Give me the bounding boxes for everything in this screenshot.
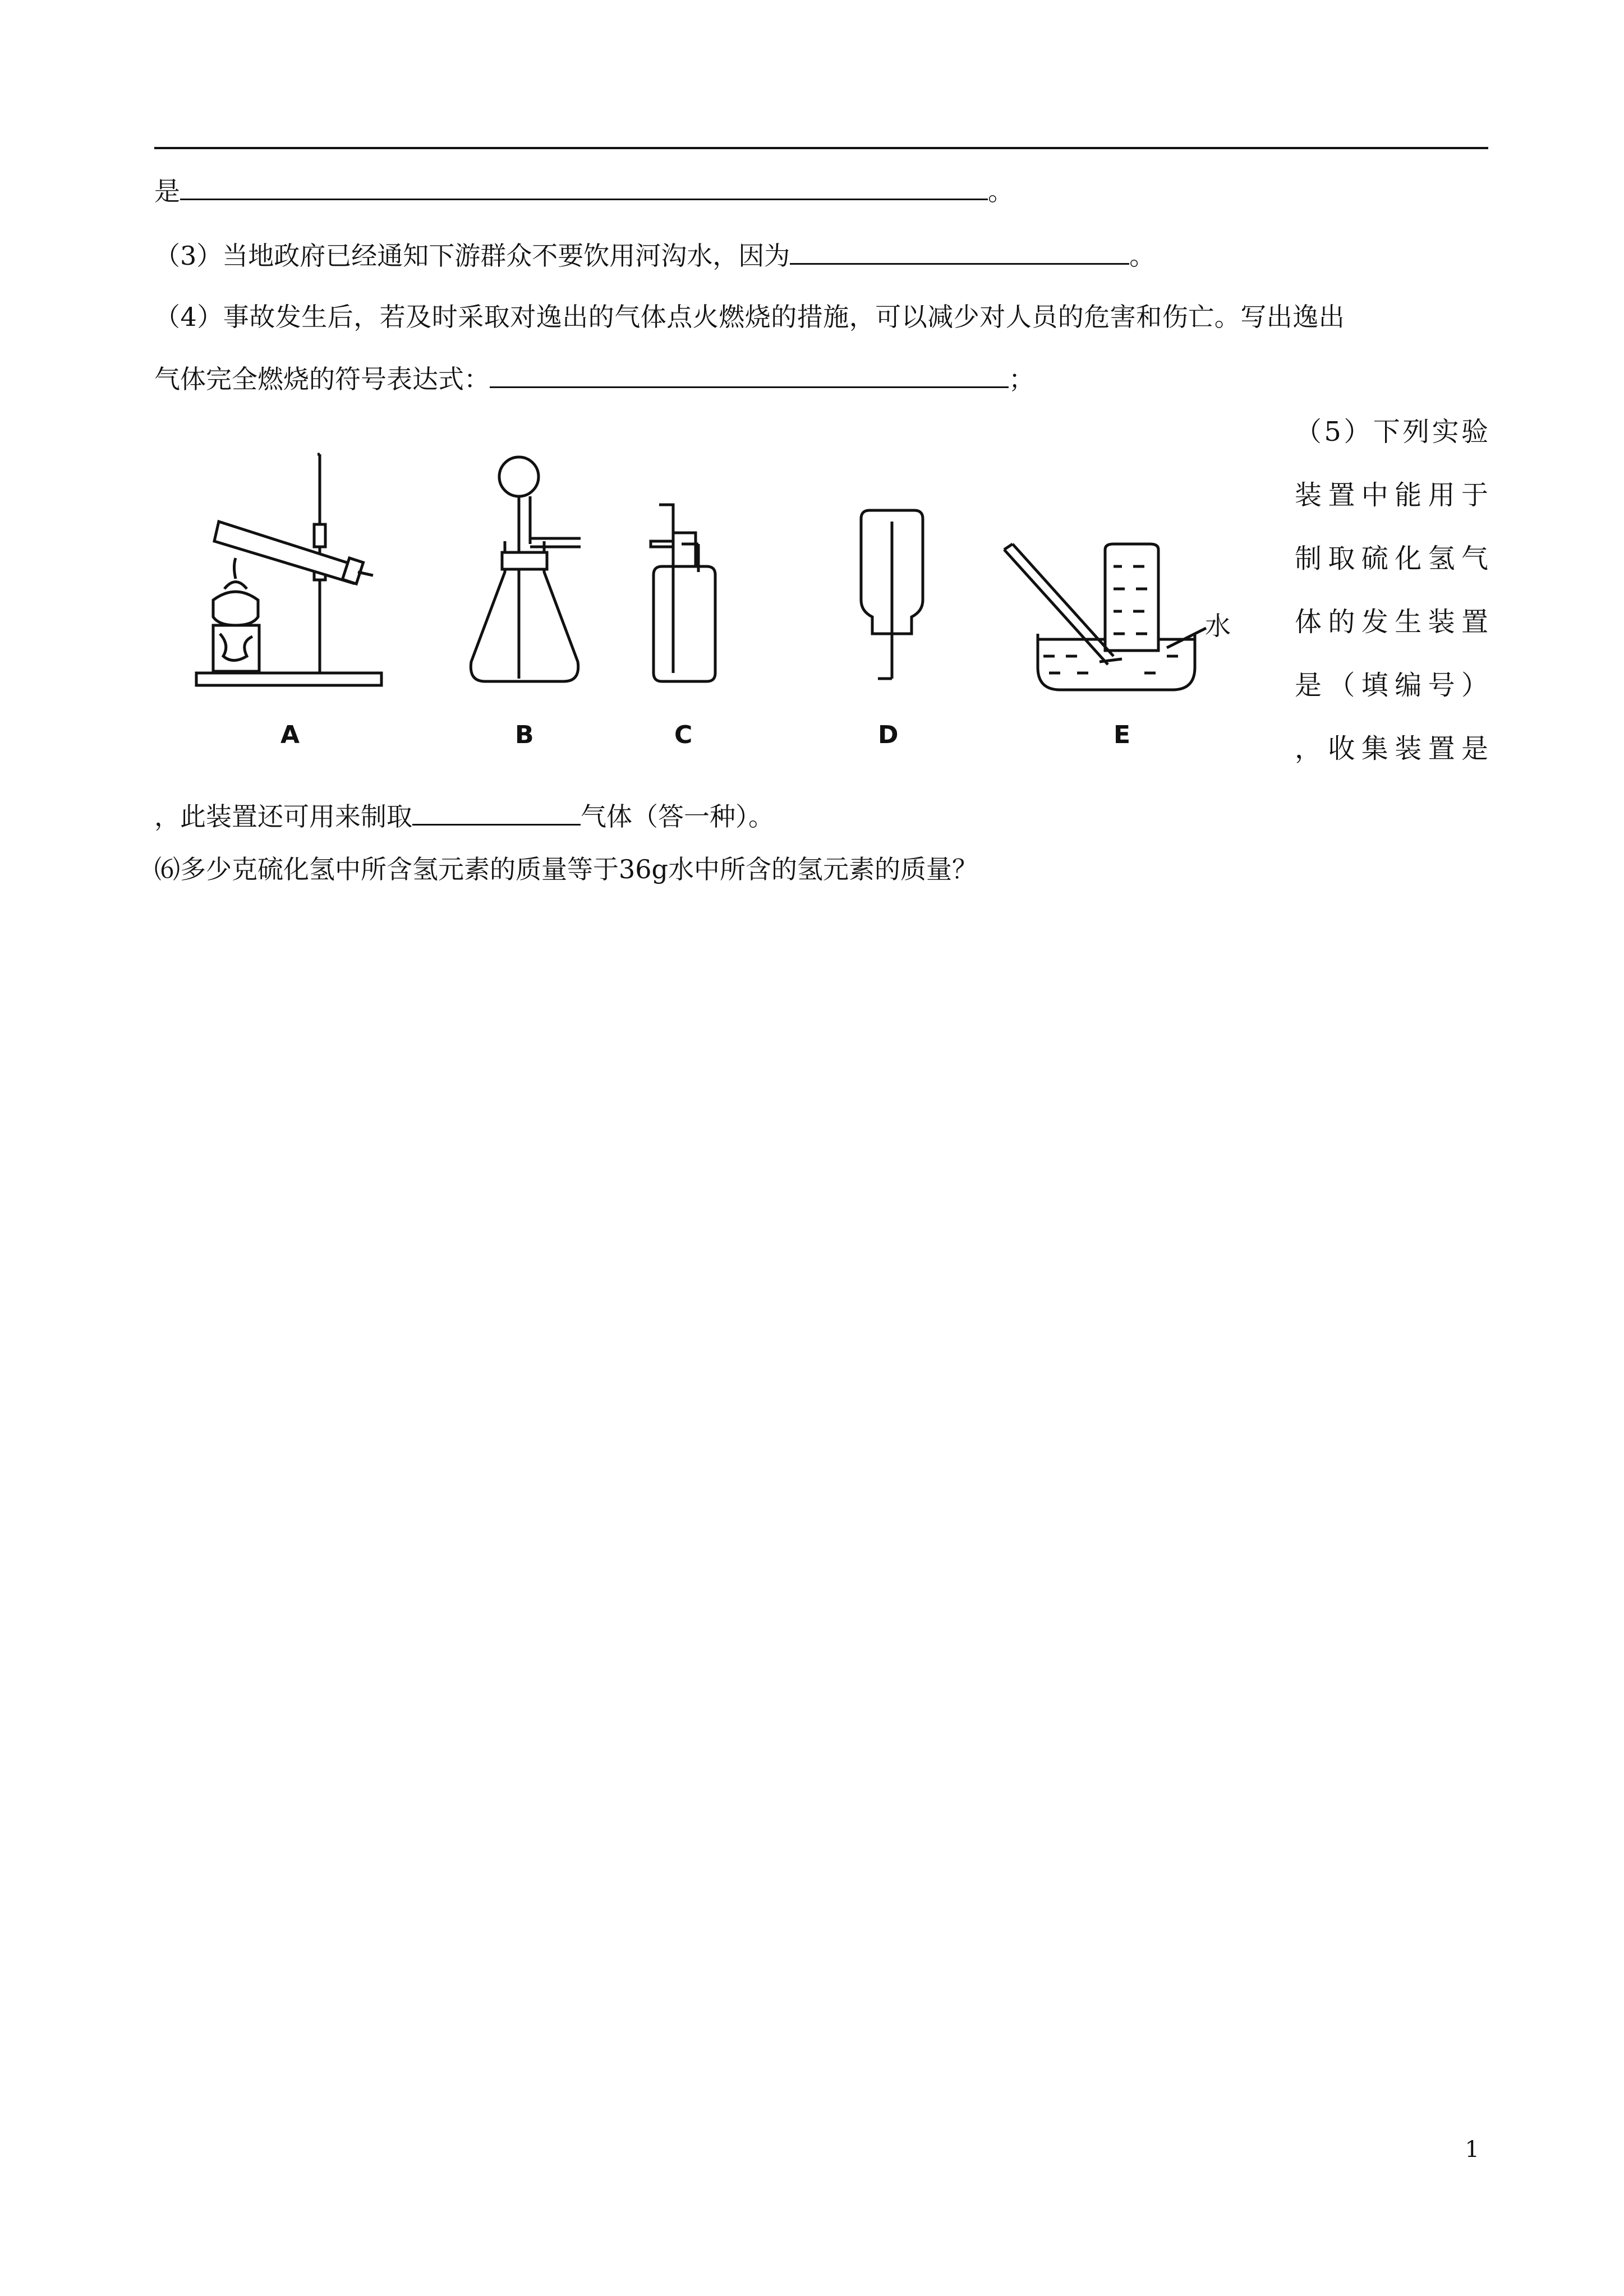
q3-text: （3）当地政府已经通知下游群众不要饮用河沟水，因为 bbox=[154, 241, 790, 271]
apparatus-b bbox=[471, 457, 581, 681]
question-4-line2 bbox=[154, 362, 1034, 396]
label-a: A bbox=[280, 721, 300, 749]
q5-side-line-2: 装置中能用于 bbox=[1295, 480, 1488, 511]
label-c: C bbox=[674, 721, 693, 749]
apparatus-e bbox=[1004, 544, 1206, 690]
q3-blank[interactable] bbox=[790, 238, 1129, 265]
apparatus-figure bbox=[180, 432, 1273, 780]
q6-text: ⑹多少克硫化氢中所含氢元素的质量等于36g水中所含的氢元素的质量？ bbox=[154, 854, 978, 884]
q5-side-line-4: 体的发生装置 bbox=[1295, 606, 1488, 638]
q5-side-line-1: （5）下列实验 bbox=[1295, 416, 1488, 448]
question-3 bbox=[154, 238, 1155, 273]
label-water: 水 bbox=[1205, 611, 1231, 641]
q4-text-line1: （4）事故发生后，若及时采取对逸出的气体点火燃烧的措施，可以减少对人员的危害和伤亡。写出逸出 bbox=[154, 302, 1345, 332]
apparatus-a bbox=[196, 454, 381, 685]
page-number: 1 bbox=[1465, 2137, 1479, 2163]
label-d: D bbox=[878, 721, 899, 749]
q5-side-line-6: ，收集装置是 bbox=[1295, 733, 1488, 764]
q5-after-line bbox=[154, 799, 774, 833]
q2-suffix: 。 bbox=[988, 176, 1014, 206]
q2-blank[interactable] bbox=[180, 174, 988, 200]
q4-blank[interactable] bbox=[490, 362, 1009, 388]
q2-answer-line bbox=[154, 174, 1014, 208]
apparatus-c bbox=[651, 505, 715, 681]
q5-gas-blank[interactable] bbox=[412, 799, 581, 826]
q4-text-line2: 气体完全燃烧的符号表达式： bbox=[154, 364, 490, 394]
label-e: E bbox=[1114, 721, 1131, 749]
question-4-line1 bbox=[154, 300, 1345, 334]
q5-side-line-5: 是（填编号） bbox=[1295, 670, 1488, 701]
label-b: B bbox=[515, 721, 534, 749]
q3-suffix: 。 bbox=[1129, 241, 1156, 271]
q5-after-text: ，此装置还可用来制取 bbox=[154, 801, 412, 832]
q2-prefix: 是 bbox=[154, 176, 180, 206]
q4-suffix: ； bbox=[1009, 364, 1034, 394]
header-rule bbox=[154, 147, 1488, 149]
q5-after-suffix: 气体（答一种）。 bbox=[581, 801, 774, 832]
question-6 bbox=[154, 852, 978, 886]
q5-side-line-3: 制取硫化氢气 bbox=[1295, 543, 1488, 574]
apparatus-d bbox=[861, 510, 923, 679]
